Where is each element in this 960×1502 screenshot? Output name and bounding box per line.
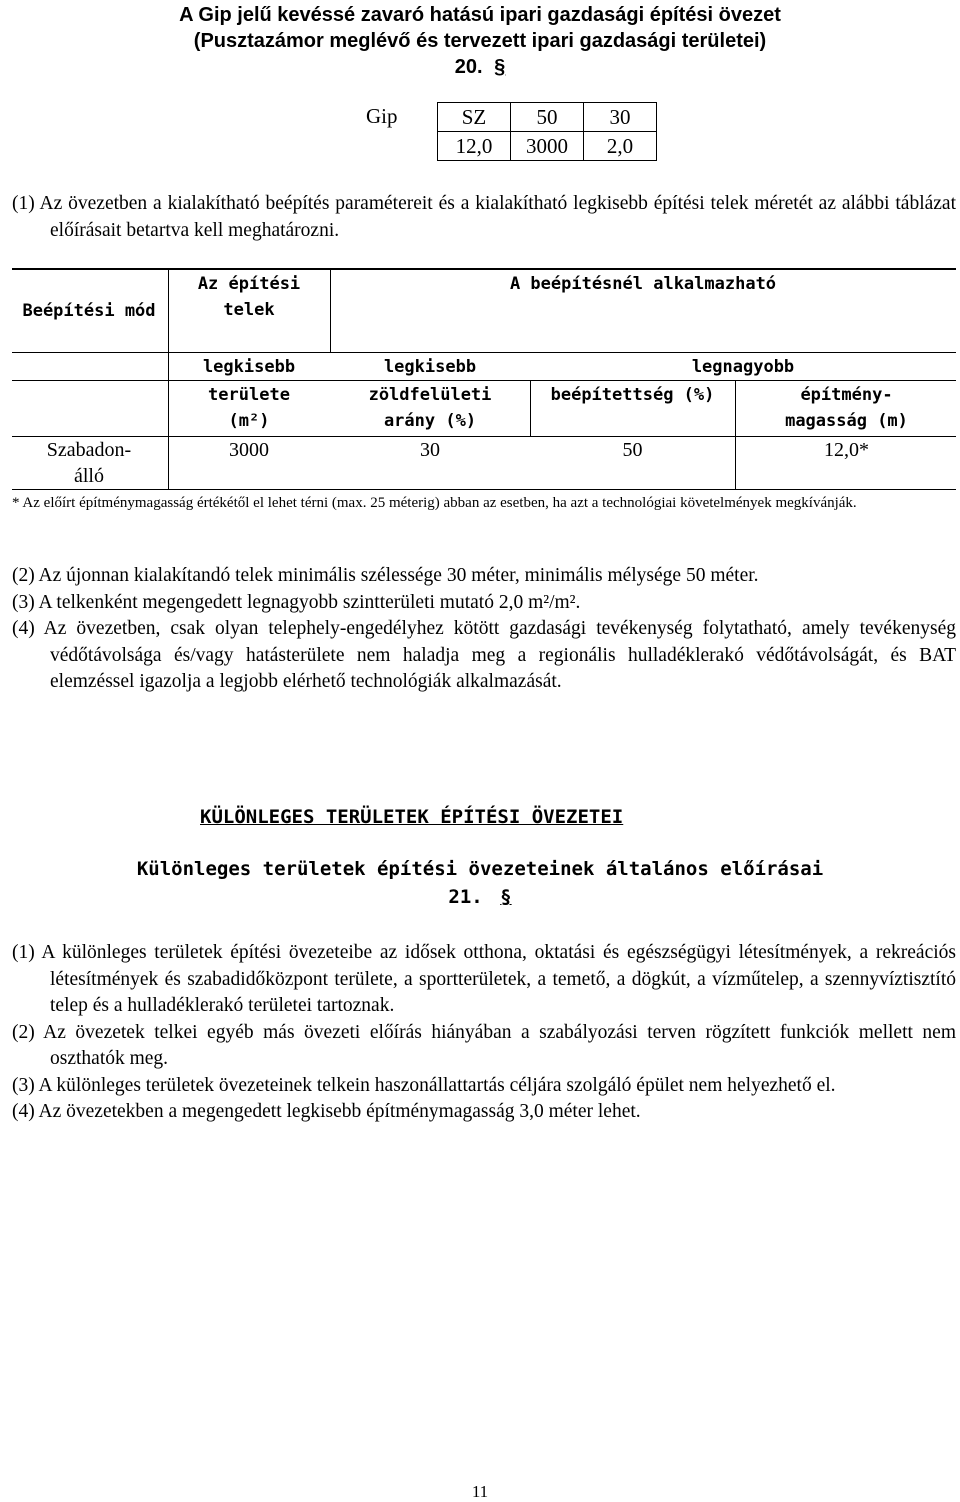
header-height-unit: magasság (m) <box>785 411 908 431</box>
header-min-green: legkisebb <box>383 357 477 377</box>
section-sign: § <box>494 56 506 78</box>
table-divider <box>735 380 736 490</box>
zone-cell: 3000 <box>511 132 584 161</box>
zone-subtitle: (Pusztazámor meglévő és tervezett ipari gazdasági területei) <box>193 30 767 52</box>
paragraph-21-2: (2) Az övezetek telkei egyéb más övezeti előírás hiányában a szabályozási terven rögzített funkciók mellett nem oszthatók meg. <box>12 1021 956 1069</box>
row-green: 30 <box>420 439 440 461</box>
row-mode: Szabadon- <box>46 439 132 461</box>
paragraph-text: (1) Az övezetben a kialakítható beépítés paramétereit és a kialakítható legkisebb építési telek méretét az alábbi táblázat előírásait betartva kell meghatározni. <box>12 193 956 241</box>
table-footnote: * Az előírt építménymagasság értékétől el lehet térni (max. 25 méterig) abban az esetben, ha azt a technológiai követelmények megkívánják. <box>12 495 857 511</box>
paragraph-4: (4) Az övezetben, csak olyan telephely-engedélyhez kötött gazdasági tevékenység folytatható, amely tevékenység védőtávolsága és/vagy hatásterülete nem haladja meg a regionális hulladéklerakó védőtávolságát, és BAT elemzéssel igazolja a legjobb elérhető technológiák alkalmazását. <box>12 618 956 692</box>
paragraph-2: (2) Az újonnan kialakítandó telek minimális szélessége 30 méter, minimális mélysége 50 méter. <box>12 565 759 586</box>
zone-cell: 50 <box>511 103 584 132</box>
zone-cell: SZ <box>438 103 511 132</box>
paragraph-21-4: (4) Az övezetekben a megengedett legkisebb építménymagasság 3,0 méter lehet. <box>12 1101 641 1122</box>
section-heading-21 <box>0 886 960 908</box>
header-green-unit: arány (%) <box>383 411 477 431</box>
paragraph-3: (3) A telkenként megengedett legnagyobb szintterületi mutató 2,0 m²/m². <box>12 591 581 613</box>
paragraphs-20 <box>12 563 956 696</box>
header-built: beépítettség (%) <box>550 385 715 405</box>
paragraph-21-1: (1) A különleges területek építési övezeteibe az idősek otthona, oktatási és egészségügyi létesítmények, a rekreációs létesítmények és szabadidőközpont területe, a sportterületek, a temető, a dögkút, a vízműtelep, a szennyvíztisztító telep és a hulladéklerakó területei tartoznak. <box>12 942 956 1016</box>
table-divider <box>168 268 169 490</box>
special-areas-title: KÜLÖNLEGES TERÜLETEK ÉPÍTÉSI ÖVEZETEI <box>200 806 624 828</box>
section-sign: § <box>500 886 512 908</box>
header-area: területe <box>208 385 290 405</box>
header-area-unit: (m²) <box>228 411 270 431</box>
special-areas-subtitle: Különleges területek építési övezeteinek általános előírásai <box>136 858 824 880</box>
header-mode-text: Beépítési mód <box>22 301 156 321</box>
table-border-top <box>12 268 956 270</box>
table-divider <box>12 380 956 381</box>
table-divider <box>330 268 331 352</box>
section-number: 20. <box>454 56 483 78</box>
section-number: 21. <box>448 886 483 908</box>
header-height: építmény- <box>800 385 893 405</box>
zone-code-label: Gip <box>366 104 398 128</box>
table-divider <box>12 352 956 353</box>
zone-title: A Gip jelű kevéssé zavaró hatású ipari gazdasági építési övezet <box>179 4 781 26</box>
header-lot-text: Az építési telek <box>197 274 301 320</box>
header-max: legnagyobb <box>691 357 795 377</box>
row-height: 12,0* <box>824 439 869 461</box>
header-min-area: legkisebb <box>202 357 296 377</box>
paragraph-21-3: (3) A különleges területek övezeteinek telkein haszonállattartás céljára szolgáló épület nem helyezhető el. <box>12 1074 836 1096</box>
zone-cell: 30 <box>584 103 657 132</box>
table-divider <box>530 380 531 436</box>
zone-cell: 12,0 <box>438 132 511 161</box>
zone-code-box <box>437 102 657 161</box>
section-heading-20 <box>0 54 960 80</box>
header-green: zöldfelületi <box>368 385 492 405</box>
page-number: 11 <box>471 1482 489 1501</box>
header-applicable: A beépítésnél alkalmazható <box>509 274 777 294</box>
zone-cell: 2,0 <box>584 132 657 161</box>
paragraph-1 <box>12 191 956 244</box>
row-mode-cont: álló <box>74 465 104 487</box>
header-lot <box>170 271 328 323</box>
row-area: 3000 <box>229 439 269 461</box>
row-built: 50 <box>622 439 643 461</box>
paragraphs-21 <box>12 940 956 1126</box>
table-border-bottom <box>12 489 956 490</box>
header-mode <box>14 298 164 324</box>
